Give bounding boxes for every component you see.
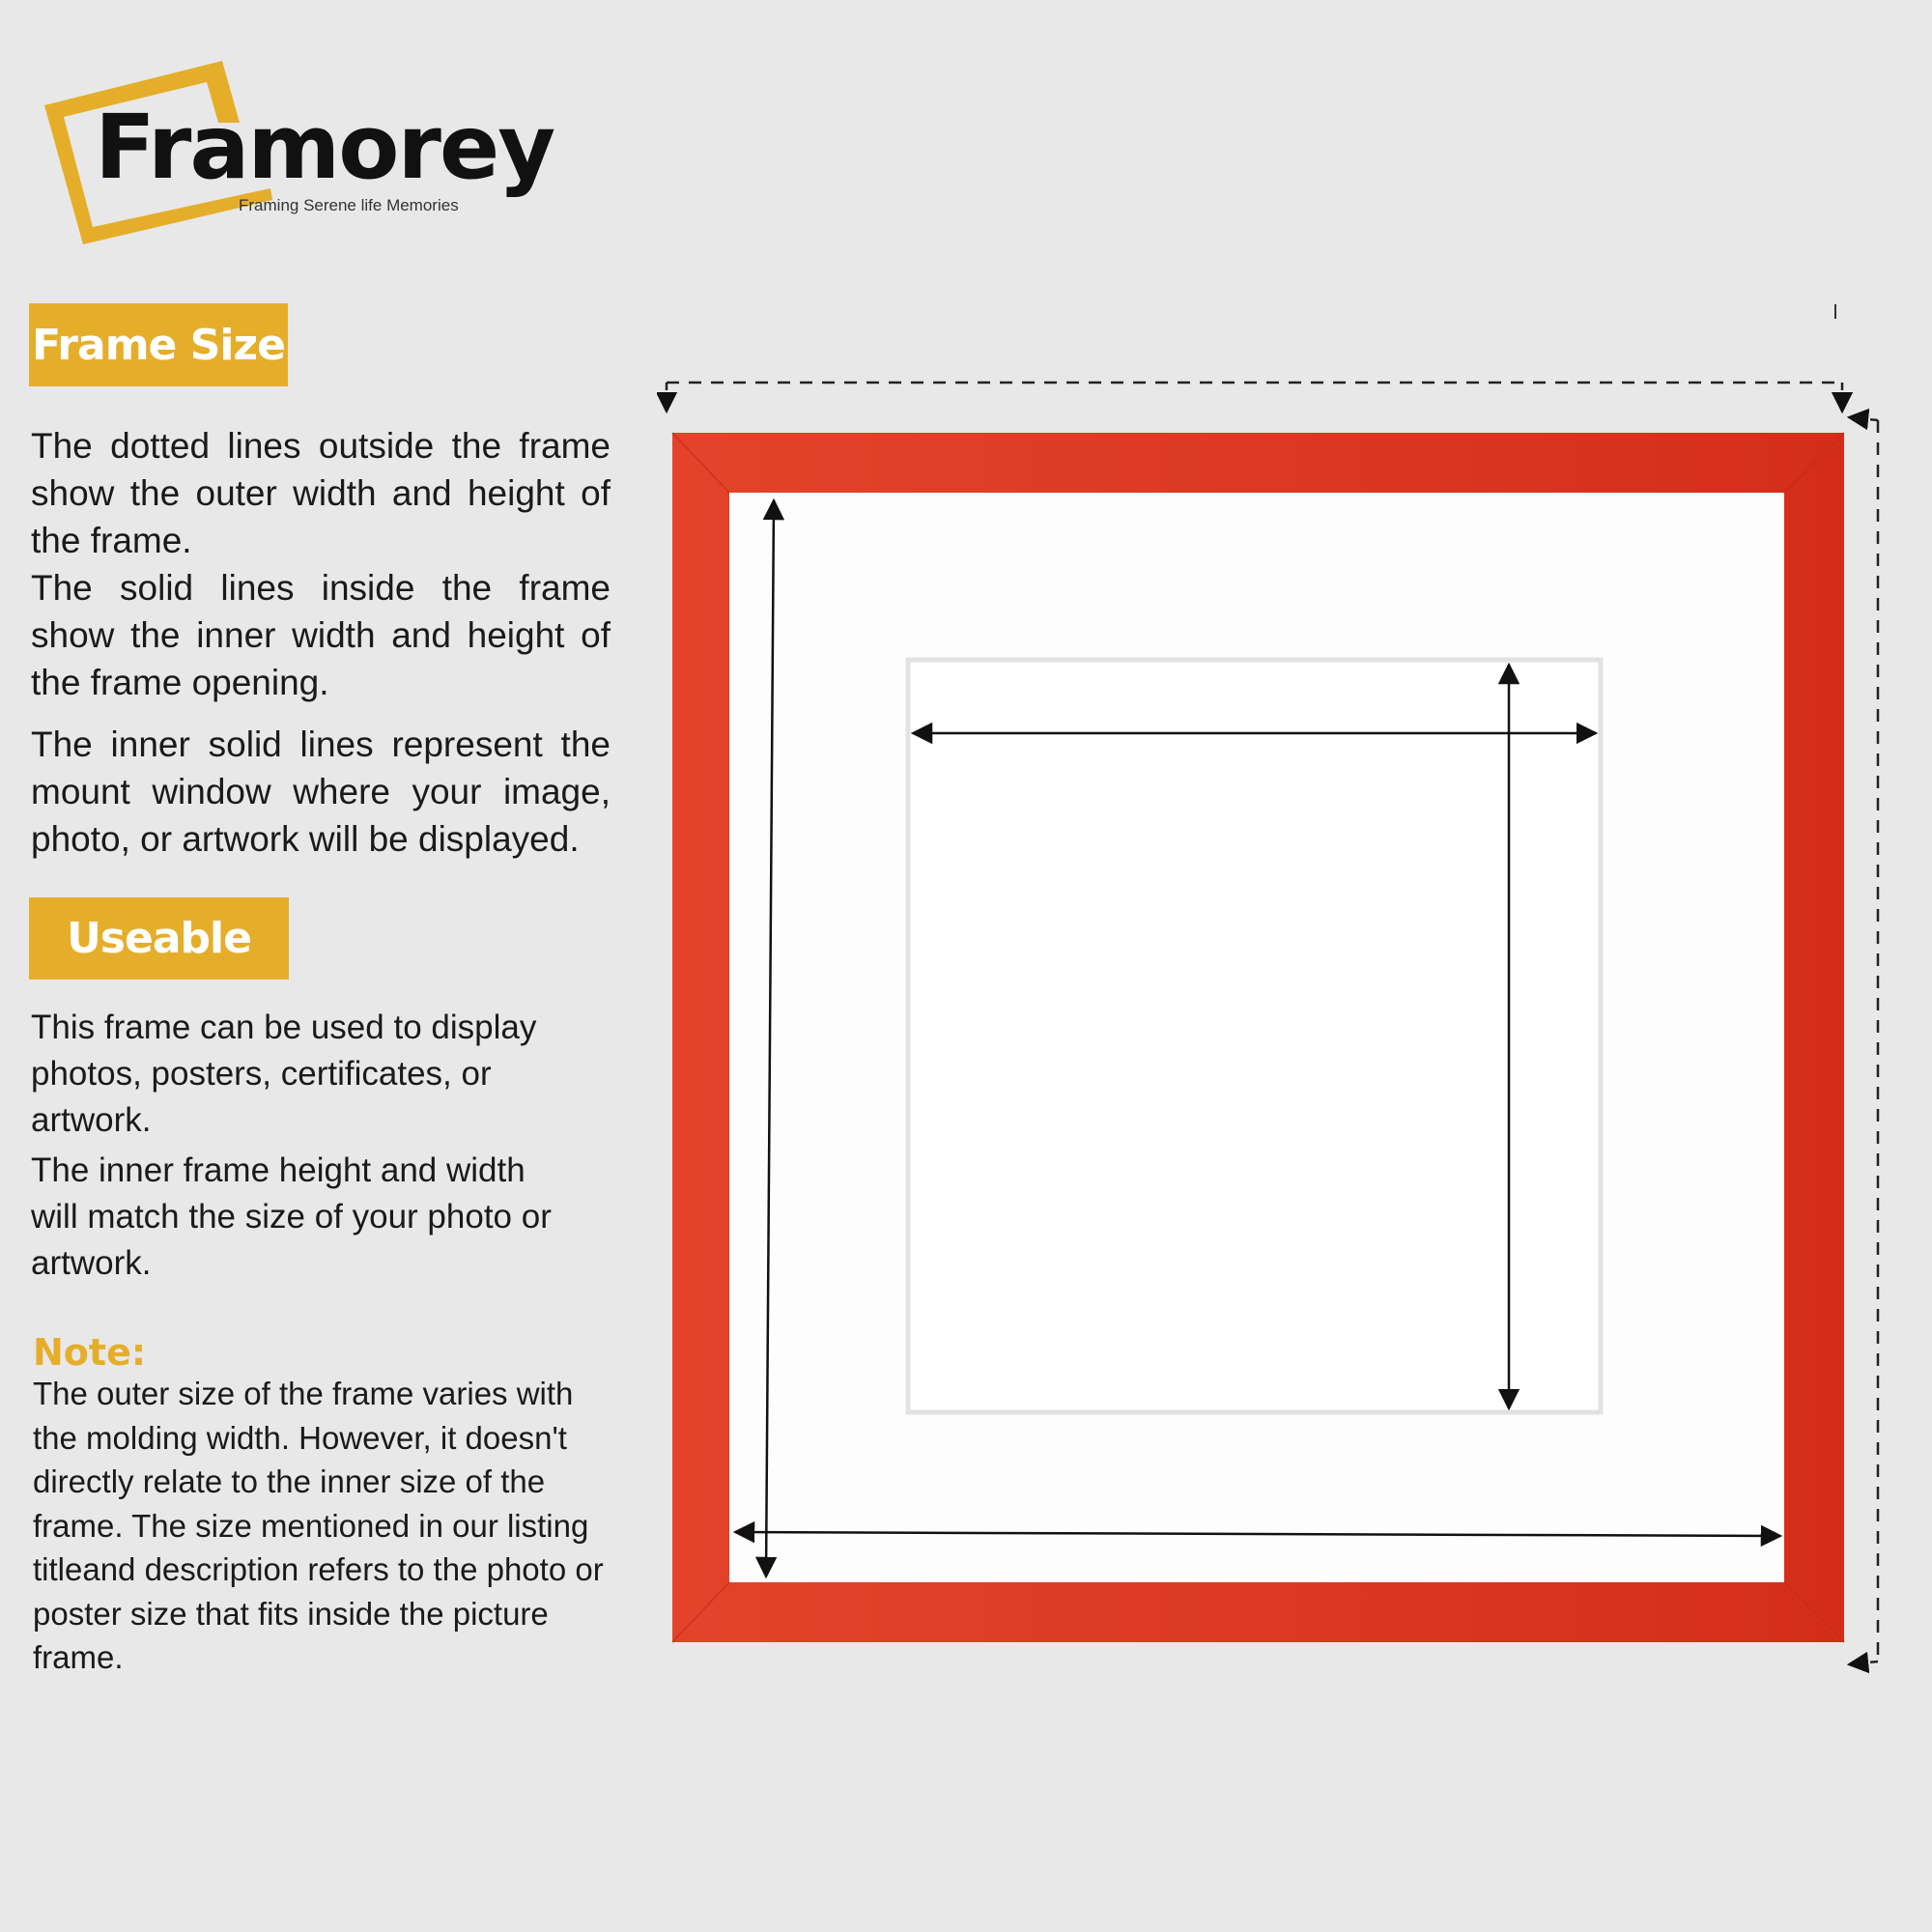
- brand-name: Framorey: [95, 96, 554, 199]
- useable-heading: Useable: [29, 897, 289, 980]
- brand-logo: [39, 53, 554, 256]
- useable-description: This frame can be used to display photos, posters, certificates, or artwork.: [31, 1009, 537, 1139]
- mount-window: [908, 660, 1601, 1412]
- frame-size-heading: Frame Size: [29, 303, 288, 386]
- outer-size-description: The dotted lines outside the frame show the outer width and height of the frame.: [31, 426, 611, 560]
- brand-tagline: Framing Serene life Memories: [239, 196, 459, 214]
- useable-size-description: The inner frame height and width will match the size of your photo or artwork.: [31, 1151, 552, 1282]
- note-label: Note:: [33, 1331, 147, 1374]
- inner-size-description: The solid lines inside the frame show the inner width and height of the frame opening.: [31, 568, 611, 702]
- mount-window-description: The inner solid lines represent the mount window where your image, photo, or artwork will be displayed.: [31, 724, 611, 859]
- note-text: The outer size of the frame varies with the molding width. However, it doesn't directly relate to the inner size of the frame. The size mentioned in our listing titleand description refers to the photo or poster size that fits inside the picture frame.: [33, 1376, 604, 1675]
- frame-diagram: [657, 290, 1913, 1690]
